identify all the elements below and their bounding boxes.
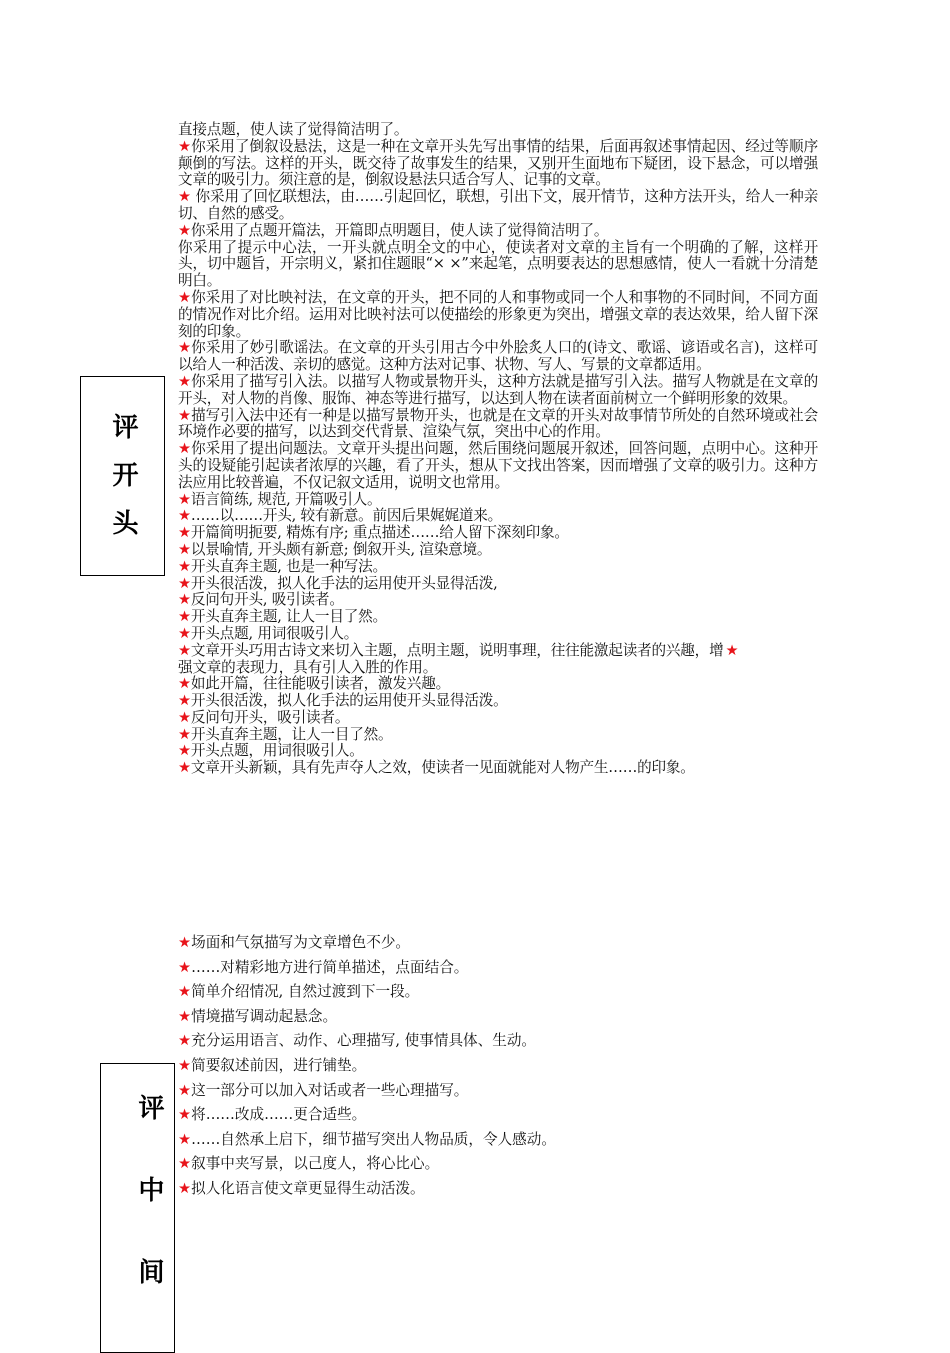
comment-item	[178, 340, 818, 374]
comment-text: 你采用了对比映衬法，在文章的开头，把不同的人和事物或同一个人和事物的不同时间，不同方面的情况作对比介绍。运用对比映衬法可以使描绘的形象更为突出，增强文章的表达效果，给人留下深刻的印象。	[178, 288, 818, 340]
star-icon: ★	[178, 540, 191, 558]
comment-text: 开头直奔主题，让人一目了然。	[190, 725, 393, 743]
comment-text: ……以……开头, 较有新意。前因后果娓娓道来。	[190, 507, 503, 525]
comment-text: 这一部分可以加入对话或者一些心理描写。	[191, 1081, 469, 1099]
label-char: 评	[138, 1094, 165, 1124]
star-icon: ★	[178, 759, 191, 777]
comment-text: 反问句开头, 吸引读者。	[190, 591, 344, 609]
comment-item	[178, 1029, 818, 1054]
section-middle-text	[178, 931, 818, 1202]
star-icon: ★	[178, 608, 191, 626]
star-icon: ★	[178, 1056, 192, 1074]
star-icon: ★	[178, 1032, 192, 1050]
comment-text: 拟人化语言使文章更显得生动活泼。	[191, 1179, 425, 1197]
comment-item	[178, 559, 818, 576]
star-icon: ★	[178, 1155, 192, 1173]
comment-text: 反问句开头，吸引读者。	[190, 708, 350, 726]
star-icon: ★	[178, 574, 191, 592]
comment-text: ……对精彩地方进行简单描述，点面结合。	[191, 958, 469, 976]
comment-item	[178, 542, 818, 559]
comment-item	[178, 1079, 818, 1104]
comment-item	[178, 374, 818, 408]
comment-text: 描写引入法中还有一种是以描写景物开头，也就是在文章的开头对故事情节所处的自然环境或社会环境作必要的描写，以达到交代背景、渲染气氛，突出中心的作用。	[178, 406, 818, 441]
comment-item	[178, 240, 818, 290]
section-open-label	[80, 376, 165, 576]
comment-item	[178, 626, 818, 643]
star-icon: ★	[178, 708, 191, 726]
star-icon: ★	[178, 983, 192, 1001]
comment-item	[178, 980, 818, 1005]
comment-item	[178, 643, 818, 660]
comment-text: 简要叙述前因，进行铺垫。	[191, 1056, 367, 1074]
star-icon: ★	[178, 188, 191, 206]
comment-text: 强文章的表现力，具有引人入胜的作用。	[178, 658, 438, 676]
comment-text: 开头点题，用词很吸引人。	[190, 742, 364, 760]
star-icon: ★	[178, 641, 191, 659]
comment-text: 开头点题, 用词很吸引人。	[190, 624, 359, 642]
comment-item	[178, 1177, 818, 1202]
star-icon: ★	[178, 221, 191, 239]
comment-item	[178, 525, 818, 542]
comment-item	[178, 693, 818, 710]
comment-text: 简单介绍情况, 自然过渡到下一段。	[191, 983, 420, 1001]
comment-text: 你采用了妙引歌谣法。在文章的开头引用古今中外脍炙人口的(诗文、歌谣、谚语或名言)，这样可以给人一种活泼、亲切的感觉。这种方法对记事、状物、写人、写景的文章都适用。	[178, 339, 818, 374]
star-icon: ★	[725, 641, 739, 659]
comment-text: ……自然承上启下，细节描写突出人物品质，令人感动。	[191, 1130, 556, 1148]
comment-text: 你采用了回忆联想法，由……引起回忆，联想，引出下文，展开情节，这种方法开头，给人一种亲切、自然的感受。	[178, 188, 819, 222]
comment-item	[178, 609, 818, 626]
comment-item	[178, 139, 818, 189]
comment-item	[178, 743, 818, 760]
label-char: 中	[138, 1176, 165, 1206]
star-icon: ★	[178, 591, 191, 609]
comment-text: 你采用了点题开篇法，开篇即点明题目，使人读了觉得简洁明了。	[190, 221, 609, 239]
star-icon: ★	[178, 440, 192, 458]
star-icon: ★	[178, 1179, 192, 1197]
comment-item	[178, 710, 818, 727]
comment-item	[178, 1054, 818, 1079]
comment-item	[178, 441, 818, 491]
comment-text: 直接点题，使人读了觉得简洁明了。	[178, 121, 409, 138]
star-icon: ★	[178, 524, 191, 542]
star-icon: ★	[178, 507, 191, 525]
comment-item	[178, 189, 818, 223]
star-icon: ★	[178, 742, 191, 760]
comment-text: 开篇简明扼要, 精炼有序; 重点描述……给人留下深刻印象。	[190, 524, 569, 542]
comment-text: 你采用了提示中心法，一开头就点明全文的中心，使读者对文章的主旨有一个明确的了解，这样开头，切中题旨，开宗明义，紧扣住题眼“× ×”来起笔，点明要表达的思想感情，使人一看就十分清楚明白。	[178, 238, 818, 290]
comment-item	[178, 508, 818, 525]
comment-text: 情境描写调动起悬念。	[191, 1007, 338, 1025]
star-icon: ★	[178, 490, 191, 508]
label-char: 评	[112, 413, 139, 443]
comment-item	[178, 1005, 818, 1030]
star-icon: ★	[178, 692, 191, 710]
comment-text: 你采用了提出问题法。文章开头提出问题，然后围绕问题展开叙述，回答问题，点明中心。这种开头的设疑能引起读者浓厚的兴趣，看了开头，想从下文找出答案，因而增强了文章的吸引力。这种方法应用比较普遍，不仅记叙文适用，说明文也常用。	[178, 440, 818, 491]
star-icon: ★	[178, 675, 191, 693]
star-icon: ★	[178, 372, 192, 390]
comment-text: 文章开头新颖，具有先声夺人之效，使读者一见面就能对人物产生……的印象。	[190, 759, 695, 777]
star-icon: ★	[178, 1007, 192, 1025]
comment-item	[178, 727, 818, 744]
comment-item	[178, 290, 818, 340]
comment-text: 你采用了描写引入法。以描写人物或景物开头，这种方法就是描写引入法。描写人物就是在文章的开头，对人物的肖像、服饰、神态等进行描写，以达到人物在读者面前树立一个鲜明形象的效果。	[178, 372, 818, 407]
label-char: 头	[112, 509, 139, 539]
comment-item	[178, 956, 818, 981]
star-icon: ★	[178, 1081, 192, 1099]
star-icon: ★	[178, 958, 192, 976]
comment-item	[178, 676, 818, 693]
comment-item	[178, 492, 818, 509]
comment-text: 以景喻情, 开头颇有新意; 倒叙开头, 渲染意境。	[190, 540, 492, 558]
comment-text: 开头很活泼，拟人化手法的运用使开头显得活泼。	[190, 692, 508, 710]
comment-item	[178, 408, 818, 442]
star-icon: ★	[178, 1130, 192, 1148]
comment-text: 开头直奔主题, 让人一目了然。	[190, 608, 387, 626]
comment-item	[178, 1103, 818, 1128]
comment-text: 如此开篇，往往能吸引读者，激发兴趣。	[190, 675, 450, 693]
comment-item	[178, 592, 818, 609]
comment-text: 开头直奔主题, 也是一种写法。	[190, 557, 387, 575]
comment-text: 场面和气氛描写为文章增色不少。	[191, 934, 411, 951]
star-icon: ★	[178, 1106, 192, 1124]
comment-item	[178, 760, 818, 777]
comment-text: 充分运用语言、动作、心理描写, 使事情具体、生动。	[191, 1032, 537, 1050]
comment-item	[178, 122, 818, 139]
comment-text: 将……改成……更合适些。	[191, 1106, 367, 1124]
comment-item	[178, 576, 818, 593]
star-icon: ★	[178, 624, 191, 642]
comment-item	[178, 1152, 818, 1177]
section-middle-label	[100, 1063, 175, 1353]
star-icon: ★	[178, 288, 192, 306]
comment-item	[178, 660, 818, 677]
comment-text: 语言简练, 规范, 开篇吸引人。	[190, 490, 382, 508]
star-icon: ★	[178, 725, 191, 743]
star-icon: ★	[178, 934, 192, 951]
comment-item	[178, 1128, 818, 1153]
comment-text: 文章开头巧用古诗文来切入主题，点明主题，说明事理，往往能激起读者的兴趣，增	[190, 641, 724, 659]
comment-text: 你采用了倒叙设悬法，这是一种在文章开头先写出事情的结果，后面再叙述事情起因、经过等顺序颠倒的写法。这样的开头，既交待了故事发生的结果，又别开生面地布下疑团，设下悬念，可以增强文章的吸引力。须注意的是，倒叙设悬法只适合写人、记事的文章。	[178, 137, 818, 189]
star-icon: ★	[178, 557, 191, 575]
star-icon: ★	[178, 339, 192, 357]
star-icon: ★	[178, 406, 192, 424]
label-char: 开	[112, 461, 139, 491]
comment-item	[178, 223, 818, 240]
comment-text: 叙事中夹写景，以己度人，将心比心。	[191, 1155, 440, 1173]
label-char: 间	[138, 1258, 165, 1288]
comment-item	[178, 931, 818, 956]
comment-text: 开头很活泼，拟人化手法的运用使开头显得活泼,	[190, 574, 498, 592]
star-icon: ★	[178, 137, 192, 155]
section-open-text	[178, 122, 818, 777]
